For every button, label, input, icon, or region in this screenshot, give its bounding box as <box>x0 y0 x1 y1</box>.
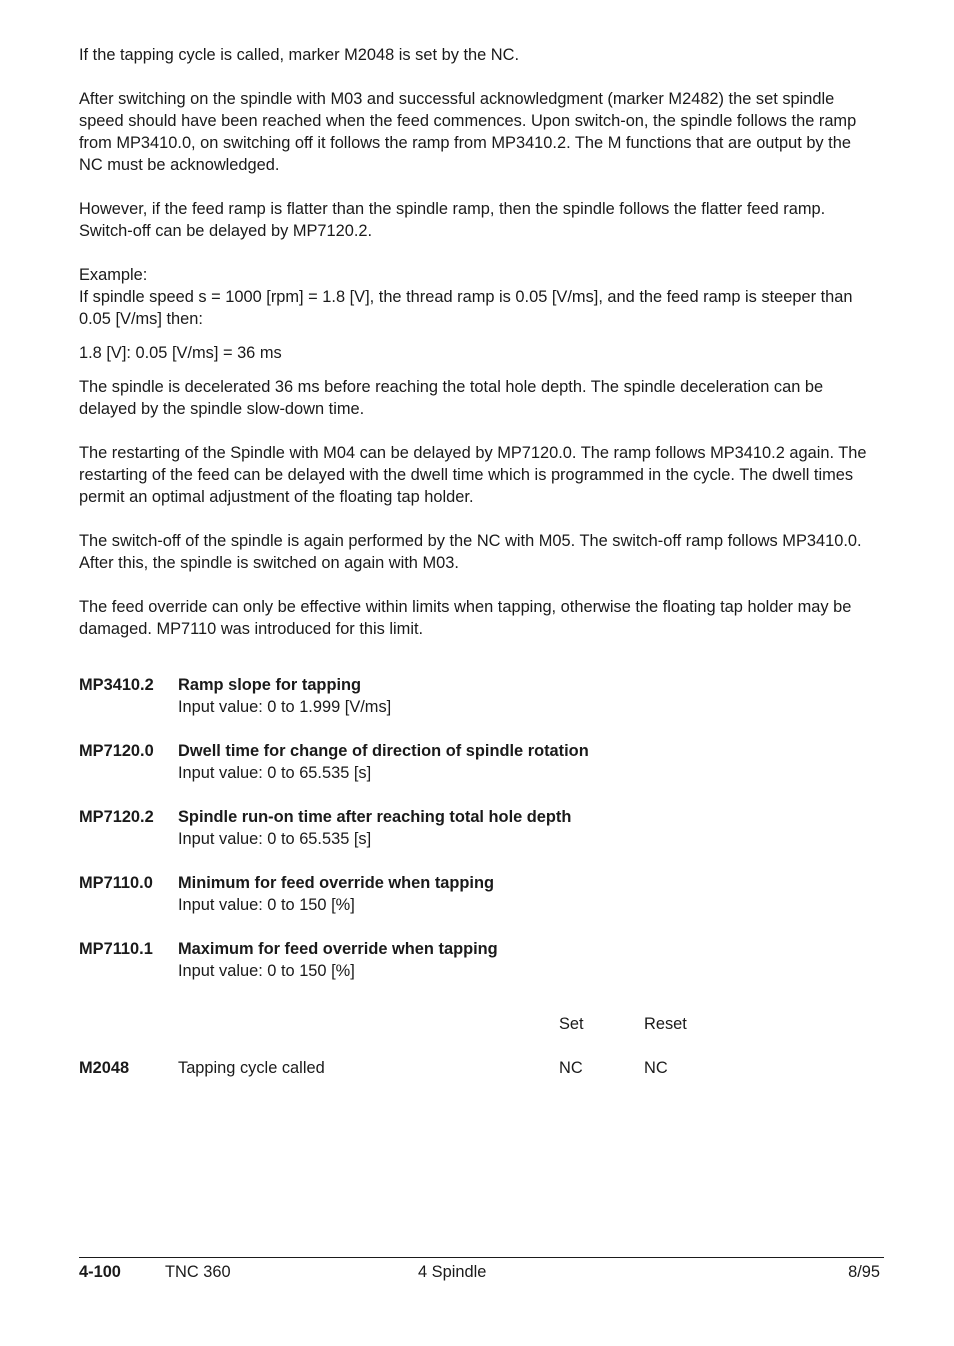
mp-code: MP7120.0 <box>79 742 154 760</box>
mp-input-value: Input value: 0 to 150 [%] <box>178 896 355 914</box>
page-content <box>79 44 879 1079</box>
marker-table-header <box>79 1013 879 1035</box>
example-formula: 1.8 [V]: 0.05 [V/ms] = 36 ms <box>79 344 282 362</box>
mp-code: MP7110.0 <box>79 874 153 892</box>
paragraph-spindle-switch-on: After switching on the spindle with M03 and successful acknowledgment (marker M2482) the set spindle speed should have been reached when the feed commences. Upon switch-on, the spindle follows the ramp from MP3410.0, on switching off it follows the ramp from MP3410.2. The M functions that are output by the NC must be acknowledged. <box>79 90 857 174</box>
paragraph-switch-off: The switch-off of the spindle is again performed by the NC with M05. The switch-off ramp follows MP3410.0. After this, the spindle is switched on again with M03. <box>79 532 862 572</box>
mp-code: MP3410.2 <box>79 676 154 694</box>
mp-input-value: Input value: 0 to 1.999 [V/ms] <box>178 698 392 716</box>
machine-parameter-entry <box>79 872 879 916</box>
machine-parameter-entry <box>79 674 879 718</box>
machine-parameter-entry <box>79 938 879 982</box>
machine-parameter-entry <box>79 740 879 784</box>
marker-description: Tapping cycle called <box>178 1059 325 1077</box>
example-text: If spindle speed s = 1000 [rpm] = 1.8 [V], the thread ramp is 0.05 [V/ms], and the feed ramp is steeper than 0.05 [V/ms] then: <box>79 288 853 328</box>
mp-code: MP7120.2 <box>79 808 154 826</box>
mp-code: MP7110.1 <box>79 940 153 958</box>
marker-code: M2048 <box>79 1059 130 1077</box>
mp-title: Maximum for feed override when tapping <box>178 940 498 958</box>
machine-parameter-entry <box>79 806 879 850</box>
header-reset: Reset <box>644 1015 687 1033</box>
paragraph-deceleration: The spindle is decelerated 36 ms before reaching the total hole depth. The spindle deceleration can be delayed by the spindle slow-down time. <box>79 378 824 418</box>
mp-input-value: Input value: 0 to 65.535 [s] <box>178 764 372 782</box>
table-row <box>79 1057 879 1079</box>
mp-title: Ramp slope for tapping <box>178 676 362 694</box>
page-footer <box>79 1261 884 1283</box>
mp-title: Minimum for feed override when tapping <box>178 874 494 892</box>
machine-parameter-list <box>79 674 879 982</box>
mp-input-value: Input value: 0 to 150 [%] <box>178 962 355 980</box>
paragraph-feed-override: The feed override can only be effective within limits when tapping, otherwise the floating tap holder may be damaged. MP7110 was introduced for this limit. <box>79 598 852 638</box>
page-number: 4-100 <box>79 1263 121 1281</box>
footer-chapter: 4 Spindle <box>418 1263 487 1281</box>
mp-input-value: Input value: 0 to 65.535 [s] <box>178 830 372 848</box>
mp-title: Spindle run-on time after reaching total hole depth <box>178 808 572 826</box>
footer-model: TNC 360 <box>165 1263 231 1281</box>
paragraph-feed-ramp: However, if the feed ramp is flatter than the spindle ramp, then the spindle follows the flatter feed ramp. Switch-off can be delayed by MP7120.2. <box>79 200 826 240</box>
header-set: Set <box>559 1015 584 1033</box>
marker-set: NC <box>559 1059 583 1077</box>
footer-divider <box>79 1257 884 1258</box>
marker-table <box>79 1013 879 1079</box>
footer-date: 8/95 <box>848 1263 880 1281</box>
paragraph-tapping-marker: If the tapping cycle is called, marker M2048 is set by the NC. <box>79 46 520 64</box>
marker-reset: NC <box>644 1059 668 1077</box>
example-label: Example: <box>79 266 148 284</box>
mp-title: Dwell time for change of direction of spindle rotation <box>178 742 589 760</box>
paragraph-restart: The restarting of the Spindle with M04 can be delayed by MP7120.0. The ramp follows MP3410.2 again. The restarting of the feed can be delayed with the dwell time which is programmed in the cycle. The dwell times permit an optimal adjustment of the floating tap holder. <box>79 444 867 506</box>
